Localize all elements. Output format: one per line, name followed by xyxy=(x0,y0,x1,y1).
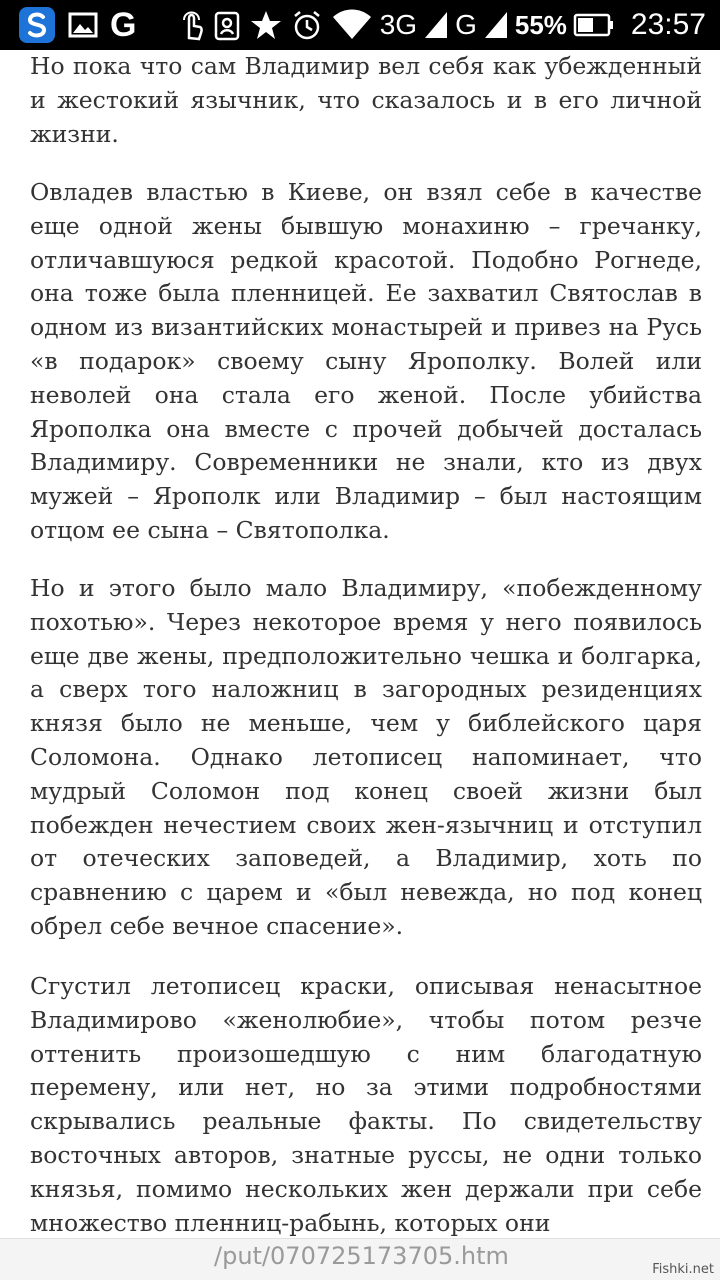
status-indicators xyxy=(380,8,720,42)
touch-icon xyxy=(180,8,204,42)
notification-icons xyxy=(0,6,136,44)
id-card-icon xyxy=(214,9,240,41)
battery-percent: 55% xyxy=(514,9,567,40)
battery-icon xyxy=(573,12,615,38)
signal-3g-icon xyxy=(423,10,449,40)
s-app-icon xyxy=(18,6,56,44)
system-icons xyxy=(180,8,372,42)
article-content xyxy=(0,50,720,1238)
signal-g-icon xyxy=(483,10,509,40)
url-bar[interactable] xyxy=(0,1238,720,1280)
article-paragraph: Овладев властью в Киеве, он взял себе в качестве еще одной жены бывшую монахиню – гречанку, отличавшуюся редкой красотой. Подобно Рогнеде, она тоже была пленницей. Ее захватил Святослав в одном из византийских монастырей и привез на Русь «в подарок» своему сыну Ярополку. Волей или неволей она стала его женой. После убийства Ярополка она вместе с прочей добычей досталась Владимиру. Современники не знали, кто из двух мужей – Ярополк или Владимир – был настоящим отцом ее сына – Святополка. xyxy=(30,178,702,544)
clock: 23:57 xyxy=(630,8,706,41)
google-icon: G xyxy=(110,6,137,44)
page-url[interactable]: /put/070725173705.htm xyxy=(214,1242,509,1270)
article-paragraph: Сгустил летописец краски, описывая ненасытное Владимирово «женолюбие», чтобы потом резче оттенить произошедшую с ним благодатную перемену, или нет, но за этими подробностями скрывались реальные факты. По свидетельству восточных авторов, знатные руссы, не одни только князья, помимо нескольких жен держали при себе множество пленниц-рабынь, которых они xyxy=(30,972,702,1237)
star-icon xyxy=(250,9,282,41)
gallery-icon xyxy=(68,10,98,40)
alarm-icon xyxy=(292,9,322,41)
article-paragraph: Но и этого было мало Владимиру, «побежденному похотью». Через некоторое время у него появилось еще две жены, предположительно чешка и болгарка, а сверх того наложниц в загородных резиденциях князя было не меньше, чем у библейского царя Соломона. Однако летописец напоминает, что мудрый Соломон под конец своей жизни был побежден нечестием своих жен-язычниц и отступил от отеческих заповедей, а Владимир, хоть по сравнению с царем и «был невежда, но под конец обрел себе вечное спасение». xyxy=(30,574,702,940)
network-g-label: G xyxy=(455,9,477,40)
network-3g-label: 3G xyxy=(379,9,418,40)
status-bar xyxy=(0,0,720,50)
article-paragraph: Но пока что сам Владимир вел себя как убежденный и жестокий язычник, что сказалось и в его личной жизни. xyxy=(30,52,702,148)
watermark: Fishki.net xyxy=(652,1262,714,1277)
wifi-icon xyxy=(332,9,372,41)
